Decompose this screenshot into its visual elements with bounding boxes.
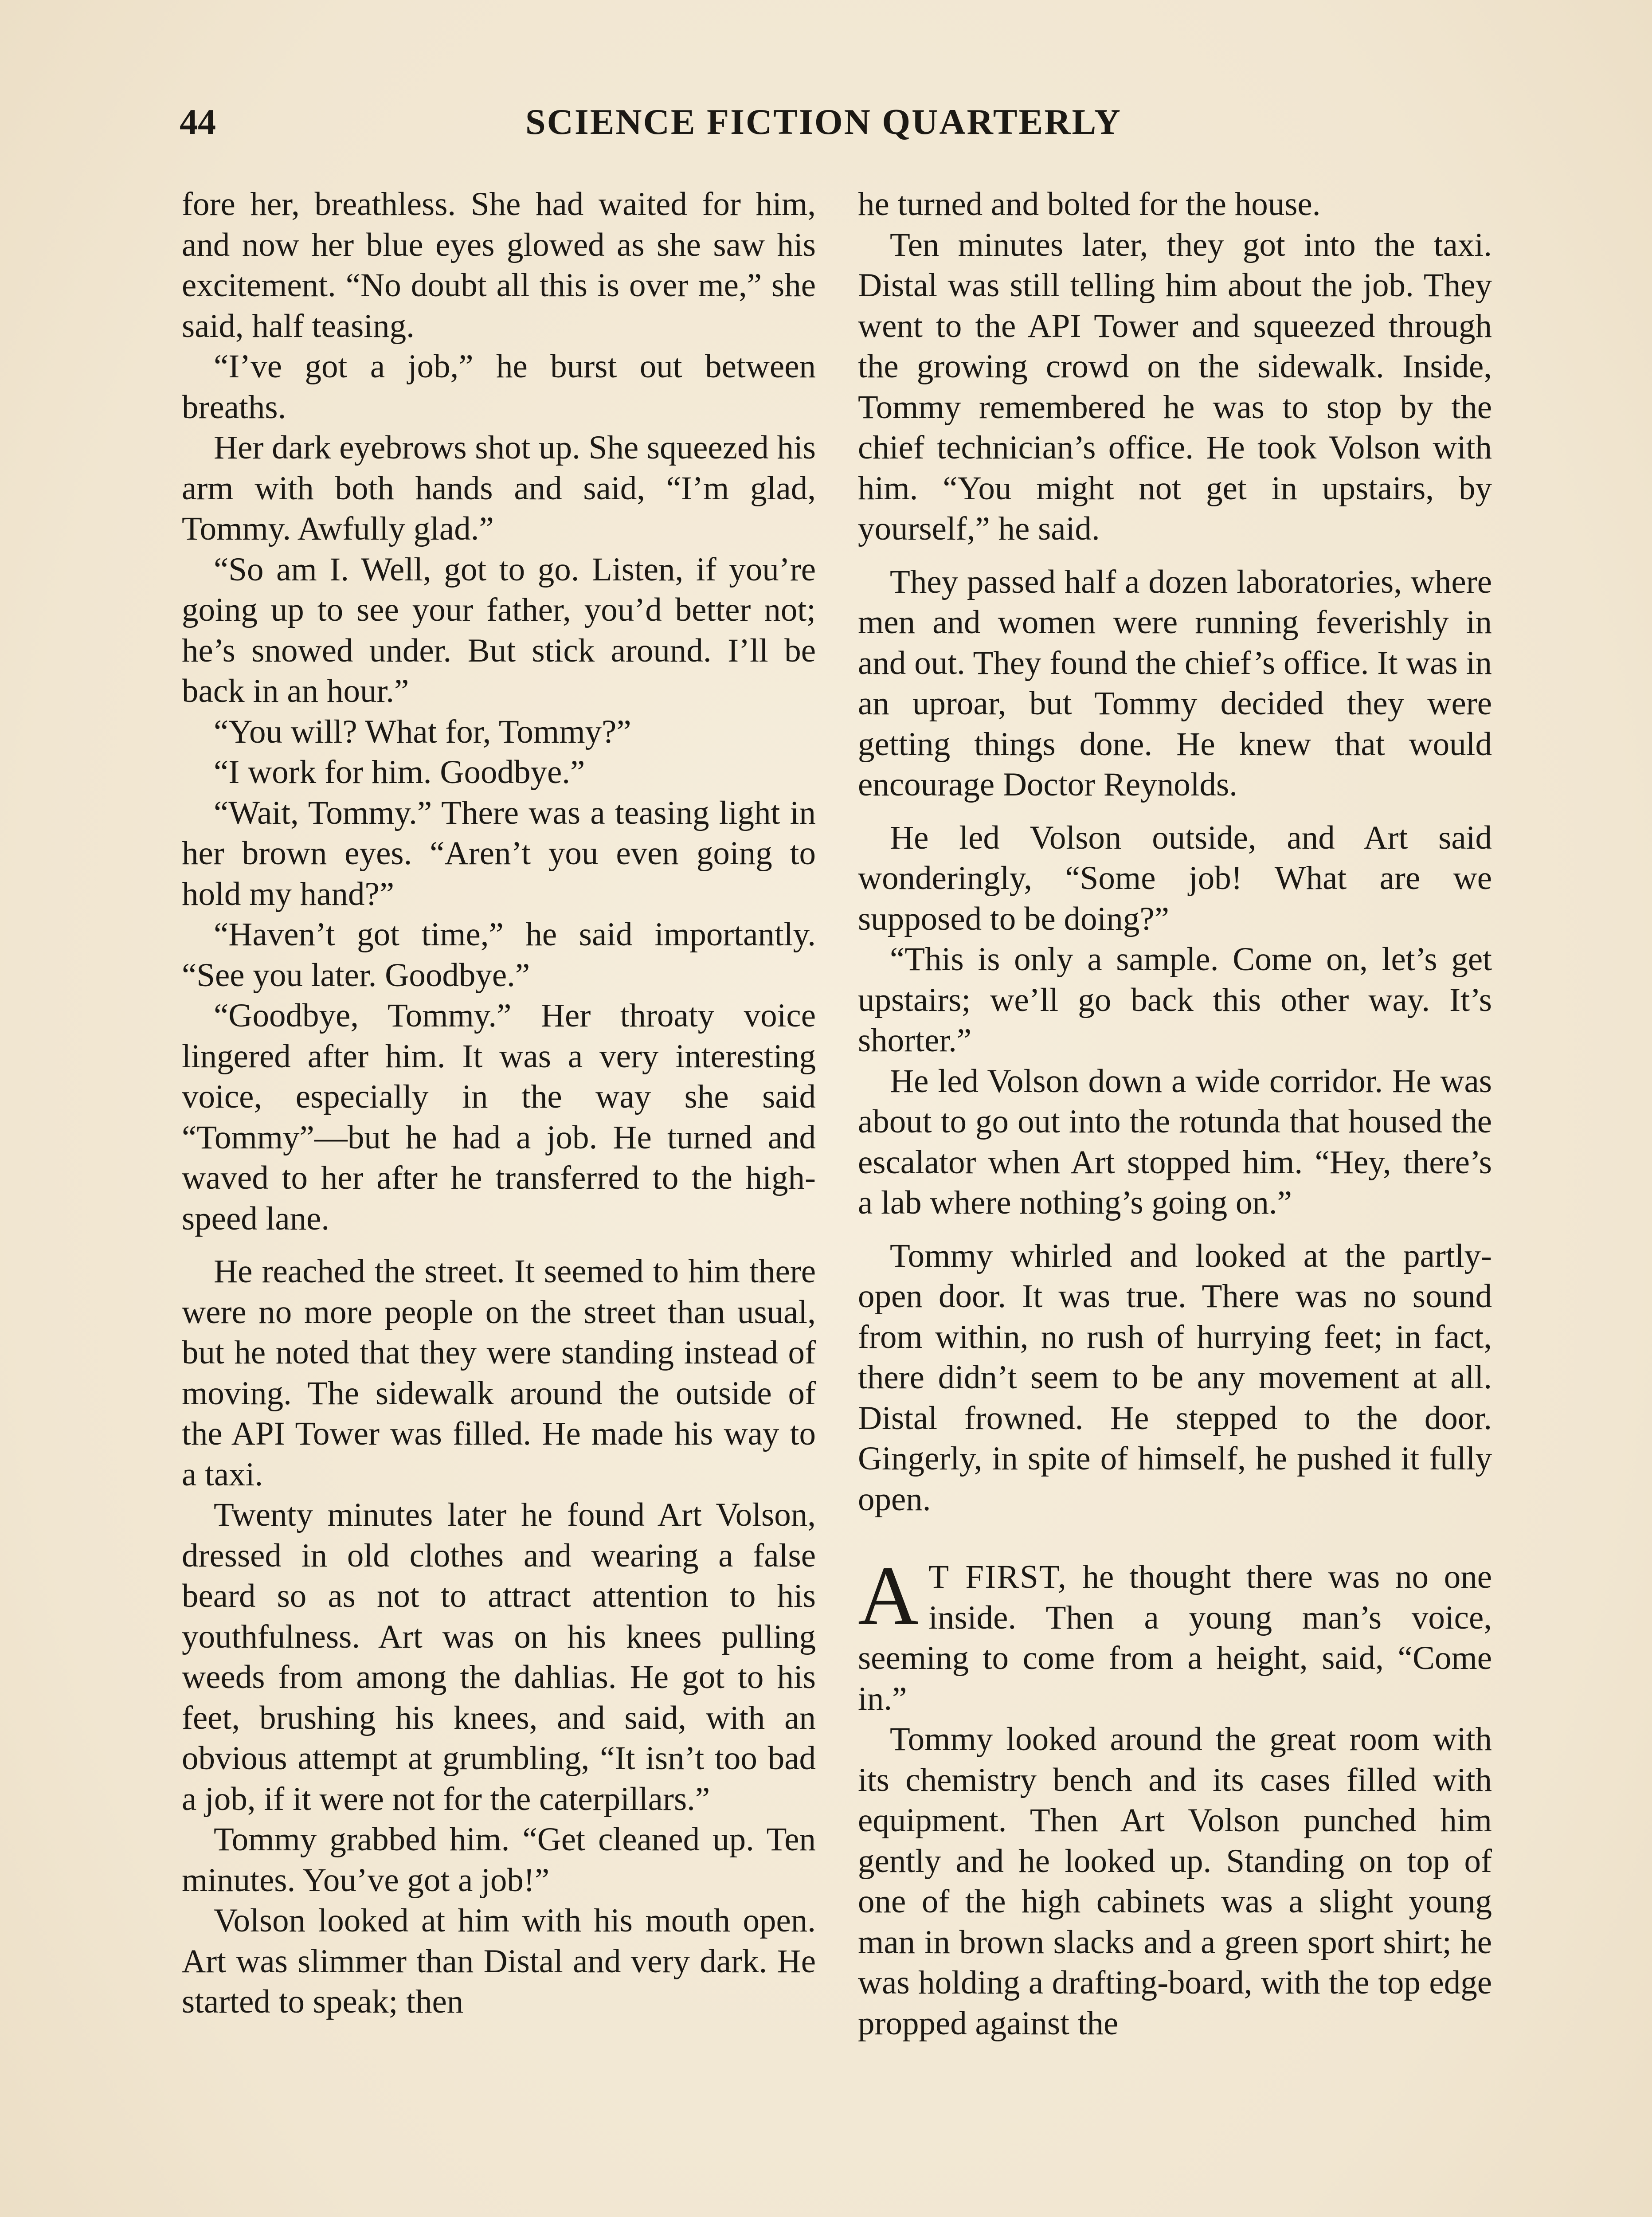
paragraph: Twenty minutes later he found Art Volson, dressed in old clothes and wearing a false beard so as not to attract attention to his youthfulness. Art was on his knees pulling weeds from among the dahlias. He got to his feet, brushing his knees, and said, with an obvious attempt at grumbling, “It isn’t too bad a job, if it were not for the caterpillars.” (182, 1496, 816, 1817)
paragraph: Tommy whirled and looked at the partly-open door. It was true. There was no sound from within, no rush of hurrying feet; in fact, there didn’t seem to be any movement at all. Distal frowned. He stepped to the door. Gingerly, in spite of himself, he pushed it fully open. (858, 1237, 1492, 1518)
paragraph: He reached the street. It seemed to him there were no more people on the street than usual, but he noted that they were standing instead of moving. The sidewalk around the outside of the API Tower was filled. He made his way to a taxi. (182, 1253, 816, 1493)
drop-cap: A (858, 1549, 919, 1642)
right-column (858, 184, 1492, 2044)
paragraph: He led Volson down a wide corridor. He was about to go out into the rotunda that housed the escalator when Art stopped him. “Hey, there’s a lab where nothing’s going on.” (858, 1062, 1492, 1221)
paragraph: Tommy grabbed him. “Get cleaned up. Ten minutes. You’ve got a job!” (182, 1821, 816, 1899)
paragraph: “Wait, Tommy.” There was a teasing light in her brown eyes. “Aren’t you even going to hold my hand?” (182, 794, 816, 913)
paragraph: “Goodbye, Tommy.” Her throaty voice lingered after him. It was a very interesting voice, especially in the way she said “Tommy”—but he had a job. He turned and waved to her after he transferred to the high-speed lane. (182, 997, 816, 1237)
paragraph: “This is only a sample. Come on, let’s get upstairs; we’ll go back this other way. It’s shorter.” (858, 941, 1492, 1059)
paragraph: “Haven’t got time,” he said importantly. “See you later. Goodbye.” (182, 916, 816, 994)
paragraph: he turned and bolted for the house. (858, 186, 1321, 223)
paragraph: Tommy looked around the great room with its chemistry bench and its cases filled with equipment. Then Art Volson punched him gently and he looked up. Standing on top of one of the high cabinets was a slight young man in brown slacks and a green sport shirt; he was holding a drafting-board, with the top edge propped against the (858, 1721, 1492, 2042)
paragraph: “So am I. Well, got to go. Listen, if you’re going up to see your father, you’d better not; he’s snowed under. But stick around. I’ll be back in an hour.” (182, 551, 816, 709)
paragraph: He led Volson outside, and Art said wonderingly, “Some job! What are we supposed to be doing?” (858, 819, 1492, 937)
page-number: 44 (180, 102, 216, 142)
paragraph: They passed half a dozen laboratories, where men and women were running feverishly in and out. They found the chief’s office. It was in an uproar, but Tommy decided they were getting things done. He knew that would encourage Doctor Reynolds. (858, 563, 1492, 803)
running-title: SCIENCE FICTION QUARTERLY (525, 102, 1122, 142)
paragraph: Ten minutes later, they got into the taxi. Distal was still telling him about the job. They went to the API Tower and squeezed through the growing crowd on the sidewalk. Inside, Tommy remembered he was to stop by the chief technician’s office. He took Volson with him. “You might not get in upstairs, by yourself,” he said. (858, 226, 1492, 547)
paragraph: “You will? What for, Tommy?” (214, 713, 631, 750)
paragraph: “I work for him. Goodbye.” (214, 754, 585, 791)
section-break (858, 1520, 1492, 1557)
paragraph: “I’ve got a job,” he burst out between breaths. (182, 348, 816, 426)
opening-text: he thought there was no one inside. Then a young man’s voice, seeming to come from a height, said, “Come in.” (858, 1559, 1492, 1717)
paragraph: Her dark eyebrows shot up. She squeezed his arm with both hands and said, “I’m glad, Tommy. Awfully glad.” (182, 429, 816, 547)
section-opening-paragraph (858, 1549, 1492, 1719)
paragraph: fore her, breathless. She had waited for him, and now her blue eyes glowed as she saw his excitement. “No doubt all this is over me,” she said, half teasing. (182, 186, 816, 345)
lead-in: T FIRST, (928, 1559, 1067, 1595)
paragraph: Volson looked at him with his mouth open. Art was slimmer than Distal and very dark. He started to speak; then (182, 1902, 816, 2020)
page-header (180, 100, 1501, 153)
left-column (182, 184, 816, 2022)
